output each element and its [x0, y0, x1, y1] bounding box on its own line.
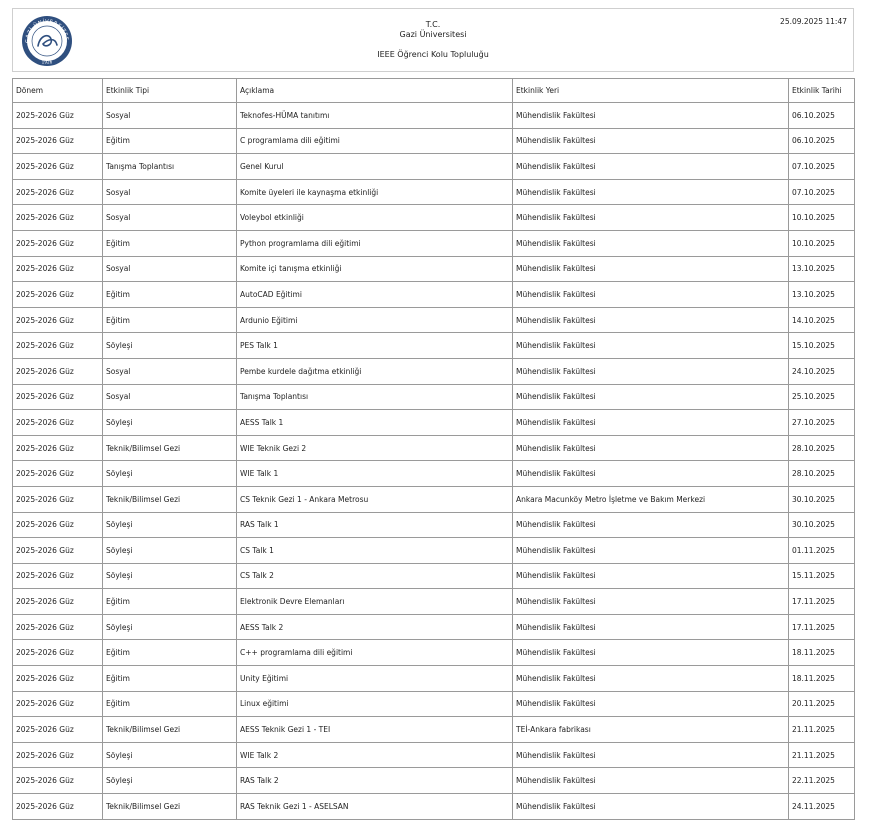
cell-description: CS Teknik Gezi 1 - Ankara Metrosu	[237, 486, 513, 512]
cell-period: 2025-2026 Güz	[13, 282, 103, 308]
cell-description: AESS Teknik Gezi 1 - TEI	[237, 717, 513, 743]
cell-description: CS Talk 1	[237, 538, 513, 564]
cell-location: Mühendislik Fakültesi	[513, 205, 789, 231]
cell-description: Genel Kurul	[237, 154, 513, 180]
cell-date: 17.11.2025	[789, 589, 855, 615]
cell-date: 07.10.2025	[789, 179, 855, 205]
cell-date: 30.10.2025	[789, 486, 855, 512]
table-row	[13, 538, 855, 564]
cell-location: Mühendislik Fakültesi	[513, 128, 789, 154]
cell-period: 2025-2026 Güz	[13, 128, 103, 154]
cell-location: Mühendislik Fakültesi	[513, 179, 789, 205]
cell-date: 18.11.2025	[789, 666, 855, 692]
cell-description: Python programlama dili eğitimi	[237, 230, 513, 256]
table-row	[13, 691, 855, 717]
cell-period: 2025-2026 Güz	[13, 435, 103, 461]
cell-event-type: Eğitim	[103, 589, 237, 615]
table-row	[13, 589, 855, 615]
column-header-location: Etkinlik Yeri	[513, 79, 789, 103]
cell-location: Mühendislik Fakültesi	[513, 691, 789, 717]
cell-period: 2025-2026 Güz	[13, 717, 103, 743]
cell-location: Mühendislik Fakültesi	[513, 282, 789, 308]
cell-location: Mühendislik Fakültesi	[513, 358, 789, 384]
cell-event-type: Eğitim	[103, 230, 237, 256]
cell-location: Mühendislik Fakültesi	[513, 666, 789, 692]
table-row	[13, 717, 855, 743]
cell-date: 28.10.2025	[789, 461, 855, 487]
table-row	[13, 230, 855, 256]
cell-date: 17.11.2025	[789, 614, 855, 640]
cell-event-type: Söyleşi	[103, 512, 237, 538]
cell-date: 24.10.2025	[789, 358, 855, 384]
cell-date: 10.10.2025	[789, 230, 855, 256]
table-body	[13, 103, 855, 820]
cell-date: 22.11.2025	[789, 768, 855, 794]
cell-period: 2025-2026 Güz	[13, 205, 103, 231]
cell-description: CS Talk 2	[237, 563, 513, 589]
cell-description: WIE Talk 2	[237, 742, 513, 768]
cell-description: Voleybol etkinliği	[237, 205, 513, 231]
cell-date: 27.10.2025	[789, 410, 855, 436]
cell-description: Komite üyeleri ile kaynaşma etkinliği	[237, 179, 513, 205]
table-row	[13, 256, 855, 282]
cell-event-type: Eğitim	[103, 282, 237, 308]
table-row	[13, 486, 855, 512]
table-row	[13, 512, 855, 538]
cell-location: Mühendislik Fakültesi	[513, 256, 789, 282]
cell-description: C programlama dili eğitimi	[237, 128, 513, 154]
cell-period: 2025-2026 Güz	[13, 179, 103, 205]
cell-description: PES Talk 1	[237, 333, 513, 359]
table-row	[13, 179, 855, 205]
cell-period: 2025-2026 Güz	[13, 103, 103, 129]
cell-event-type: Söyleşi	[103, 538, 237, 564]
cell-period: 2025-2026 Güz	[13, 230, 103, 256]
cell-date: 14.10.2025	[789, 307, 855, 333]
cell-date: 21.11.2025	[789, 717, 855, 743]
cell-date: 13.10.2025	[789, 282, 855, 308]
column-header-description: Açıklama	[237, 79, 513, 103]
cell-event-type: Sosyal	[103, 103, 237, 129]
cell-event-type: Teknik/Bilimsel Gezi	[103, 435, 237, 461]
report-header	[12, 8, 854, 72]
cell-period: 2025-2026 Güz	[13, 486, 103, 512]
cell-period: 2025-2026 Güz	[13, 589, 103, 615]
cell-period: 2025-2026 Güz	[13, 333, 103, 359]
cell-period: 2025-2026 Güz	[13, 307, 103, 333]
cell-description: Komite içi tanışma etkinliği	[237, 256, 513, 282]
cell-location: Mühendislik Fakültesi	[513, 563, 789, 589]
cell-description: Tanışma Toplantısı	[237, 384, 513, 410]
cell-event-type: Söyleşi	[103, 333, 237, 359]
cell-description: WIE Talk 1	[237, 461, 513, 487]
cell-location: Mühendislik Fakültesi	[513, 333, 789, 359]
cell-description: AESS Talk 1	[237, 410, 513, 436]
header-line-university: Gazi Üniversitesi	[399, 30, 467, 39]
table-row	[13, 563, 855, 589]
cell-event-type: Sosyal	[103, 384, 237, 410]
cell-date: 06.10.2025	[789, 103, 855, 129]
cell-event-type: Söyleşi	[103, 461, 237, 487]
cell-description: Ardunio Eğitimi	[237, 307, 513, 333]
cell-period: 2025-2026 Güz	[13, 691, 103, 717]
cell-event-type: Söyleşi	[103, 742, 237, 768]
cell-description: C++ programlama dili eğitimi	[237, 640, 513, 666]
cell-event-type: Söyleşi	[103, 614, 237, 640]
table-row	[13, 435, 855, 461]
table-row	[13, 768, 855, 794]
table-row	[13, 103, 855, 129]
cell-date: 10.10.2025	[789, 205, 855, 231]
cell-period: 2025-2026 Güz	[13, 768, 103, 794]
table-row	[13, 282, 855, 308]
column-header-event-type: Etkinlik Tipi	[103, 79, 237, 103]
cell-event-type: Eğitim	[103, 307, 237, 333]
cell-event-type: Eğitim	[103, 666, 237, 692]
table-row	[13, 461, 855, 487]
cell-period: 2025-2026 Güz	[13, 794, 103, 820]
table-row	[13, 307, 855, 333]
logo-text-bottom: 1926	[41, 59, 53, 65]
cell-event-type: Eğitim	[103, 691, 237, 717]
cell-period: 2025-2026 Güz	[13, 563, 103, 589]
cell-location: Mühendislik Fakültesi	[513, 768, 789, 794]
cell-event-type: Söyleşi	[103, 768, 237, 794]
cell-period: 2025-2026 Güz	[13, 640, 103, 666]
cell-description: Linux eğitimi	[237, 691, 513, 717]
cell-date: 28.10.2025	[789, 435, 855, 461]
cell-date: 21.11.2025	[789, 742, 855, 768]
cell-location: TEİ-Ankara fabrikası	[513, 717, 789, 743]
column-header-period: Dönem	[13, 79, 103, 103]
table-row	[13, 410, 855, 436]
cell-date: 20.11.2025	[789, 691, 855, 717]
cell-period: 2025-2026 Güz	[13, 512, 103, 538]
cell-event-type: Eğitim	[103, 640, 237, 666]
cell-event-type: Söyleşi	[103, 410, 237, 436]
table-row	[13, 128, 855, 154]
cell-date: 25.10.2025	[789, 384, 855, 410]
cell-period: 2025-2026 Güz	[13, 538, 103, 564]
cell-date: 06.10.2025	[789, 128, 855, 154]
cell-location: Mühendislik Fakültesi	[513, 410, 789, 436]
cell-description: Unity Eğitimi	[237, 666, 513, 692]
cell-event-type: Teknik/Bilimsel Gezi	[103, 717, 237, 743]
cell-event-type: Sosyal	[103, 205, 237, 231]
cell-event-type: Sosyal	[103, 256, 237, 282]
cell-date: 07.10.2025	[789, 154, 855, 180]
cell-event-type: Söyleşi	[103, 563, 237, 589]
header-titles	[13, 20, 853, 60]
cell-description: AutoCAD Eğitimi	[237, 282, 513, 308]
table-header-row	[13, 79, 855, 103]
table-row	[13, 205, 855, 231]
cell-description: Teknofes-HÜMA tanıtımı	[237, 103, 513, 129]
table-row	[13, 794, 855, 820]
cell-location: Ankara Macunköy Metro İşletme ve Bakım Merkezi	[513, 486, 789, 512]
logo-text-top: GAZİ ÜNİVERSİTES	[24, 18, 70, 44]
header-line-tc: T.C.	[425, 20, 441, 29]
cell-date: 15.10.2025	[789, 333, 855, 359]
cell-location: Mühendislik Fakültesi	[513, 794, 789, 820]
cell-date: 18.11.2025	[789, 640, 855, 666]
cell-date: 24.11.2025	[789, 794, 855, 820]
cell-location: Mühendislik Fakültesi	[513, 230, 789, 256]
table-row	[13, 666, 855, 692]
cell-event-type: Sosyal	[103, 358, 237, 384]
cell-period: 2025-2026 Güz	[13, 154, 103, 180]
cell-period: 2025-2026 Güz	[13, 742, 103, 768]
events-table	[12, 78, 855, 820]
cell-event-type: Tanışma Toplantısı	[103, 154, 237, 180]
table-row	[13, 333, 855, 359]
cell-location: Mühendislik Fakültesi	[513, 614, 789, 640]
cell-description: AESS Talk 2	[237, 614, 513, 640]
cell-event-type: Sosyal	[103, 179, 237, 205]
cell-event-type: Eğitim	[103, 128, 237, 154]
header-line-organization: IEEE Öğrenci Kolu Topluluğu	[377, 50, 489, 59]
cell-location: Mühendislik Fakültesi	[513, 461, 789, 487]
table-row	[13, 154, 855, 180]
cell-location: Mühendislik Fakültesi	[513, 103, 789, 129]
cell-date: 30.10.2025	[789, 512, 855, 538]
cell-location: Mühendislik Fakültesi	[513, 538, 789, 564]
cell-date: 01.11.2025	[789, 538, 855, 564]
cell-location: Mühendislik Fakültesi	[513, 512, 789, 538]
cell-date: 13.10.2025	[789, 256, 855, 282]
table-row	[13, 384, 855, 410]
cell-description: RAS Teknik Gezi 1 - ASELSAN	[237, 794, 513, 820]
report-timestamp: 25.09.2025 11:47	[780, 17, 847, 26]
table-row	[13, 614, 855, 640]
cell-period: 2025-2026 Güz	[13, 410, 103, 436]
cell-location: Mühendislik Fakültesi	[513, 154, 789, 180]
cell-description: Pembe kurdele dağıtma etkinliği	[237, 358, 513, 384]
cell-period: 2025-2026 Güz	[13, 614, 103, 640]
table-row	[13, 742, 855, 768]
table-row	[13, 640, 855, 666]
cell-location: Mühendislik Fakültesi	[513, 384, 789, 410]
cell-location: Mühendislik Fakültesi	[513, 640, 789, 666]
cell-period: 2025-2026 Güz	[13, 666, 103, 692]
cell-period: 2025-2026 Güz	[13, 358, 103, 384]
cell-location: Mühendislik Fakültesi	[513, 435, 789, 461]
column-header-date: Etkinlik Tarihi	[789, 79, 855, 103]
table-row	[13, 358, 855, 384]
cell-event-type: Teknik/Bilimsel Gezi	[103, 794, 237, 820]
cell-location: Mühendislik Fakültesi	[513, 589, 789, 615]
cell-period: 2025-2026 Güz	[13, 384, 103, 410]
cell-period: 2025-2026 Güz	[13, 461, 103, 487]
cell-description: Elektronik Devre Elemanları	[237, 589, 513, 615]
cell-description: RAS Talk 1	[237, 512, 513, 538]
cell-description: RAS Talk 2	[237, 768, 513, 794]
cell-date: 15.11.2025	[789, 563, 855, 589]
cell-location: Mühendislik Fakültesi	[513, 307, 789, 333]
cell-period: 2025-2026 Güz	[13, 256, 103, 282]
cell-description: WIE Teknik Gezi 2	[237, 435, 513, 461]
cell-event-type: Teknik/Bilimsel Gezi	[103, 486, 237, 512]
cell-location: Mühendislik Fakültesi	[513, 742, 789, 768]
